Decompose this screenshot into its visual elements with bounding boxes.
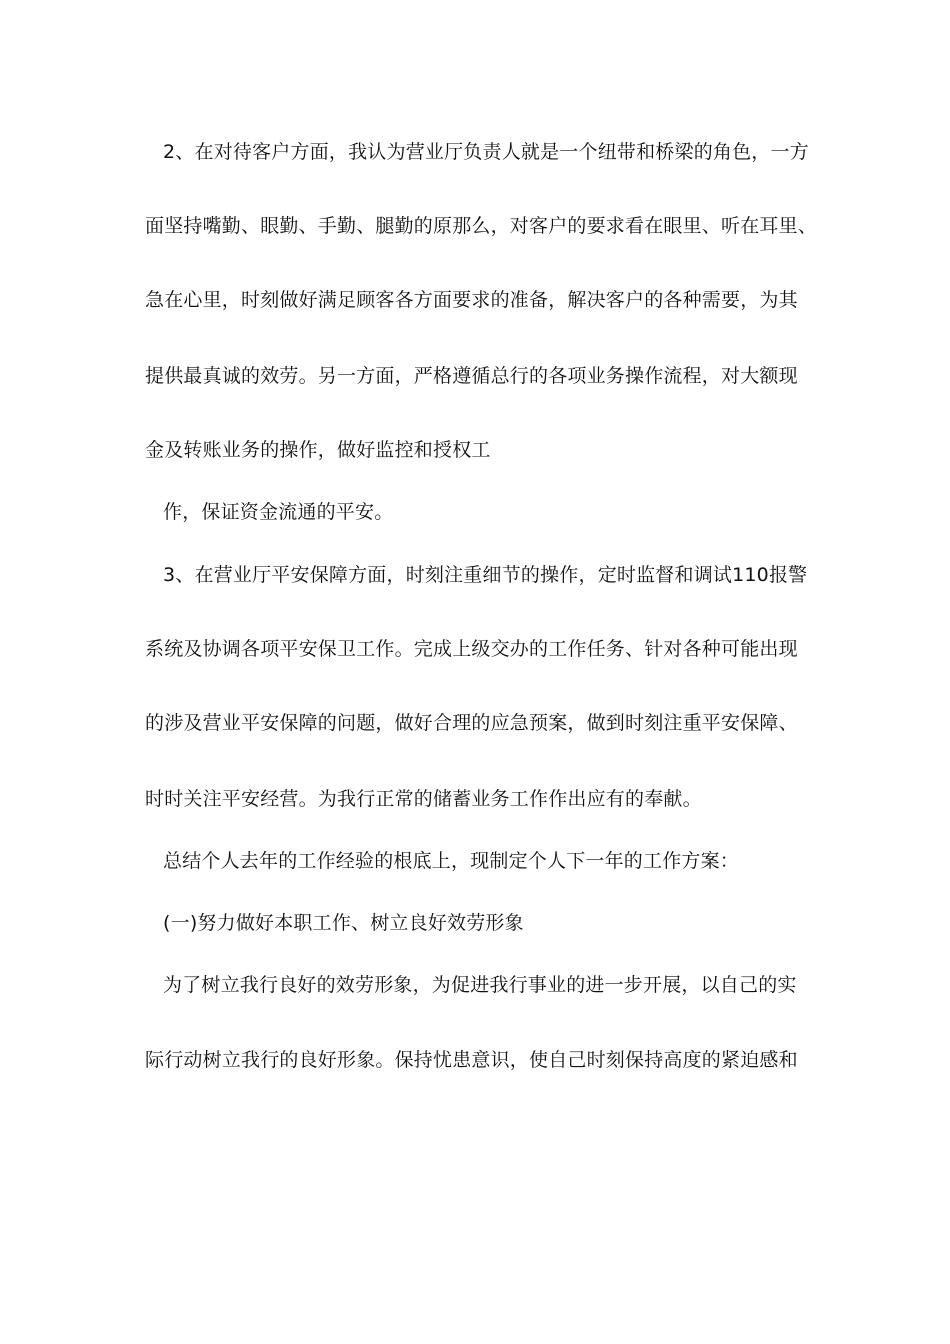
- paragraph-line-5: 金及转账业务的操作，做好监控和授权工: [145, 439, 491, 461]
- paragraph-line-3: 急在心里，时刻做好满足顾客各方面要求的准备，解决客户的各种需要，为其: [145, 289, 798, 311]
- paragraph-line-11: 总结个人去年的工作经验的根底上，现制定个人下一年的工作方案：: [163, 850, 740, 872]
- paragraph-line-6: 作，保证资金流通的平安。: [163, 501, 394, 523]
- paragraph-line-4: 提供最真诚的效劳。另一方面，严格遵循总行的各项业务操作流程，对大额现: [145, 365, 798, 387]
- paragraph-line-1: 2、在对待客户方面，我认为营业厅负责人就是一个纽带和桥梁的角色，一方: [163, 141, 809, 163]
- paragraph-line-2: 面坚持嘴勤、眼勤、手勤、腿勤的原那么，对客户的要求看在眼里、听在耳里、: [145, 215, 818, 237]
- paragraph-line-10: 时时关注平安经营。为我行正常的储蓄业务工作作出应有的奉献。: [145, 788, 702, 810]
- paragraph-line-8: 系统及协调各项平安保卫工作。完成上级交办的工作任务、针对各种可能出现: [145, 638, 798, 660]
- section-heading: (一)努力做好本职工作、树立良好效劳形象: [163, 912, 524, 934]
- paragraph-line-9: 的涉及营业平安保障的问题，做好合理的应急预案，做到时刻注重平安保障、: [145, 712, 798, 734]
- paragraph-line-14: 际行动树立我行的良好形象。保持忧患意识，使自己时刻保持高度的紧迫感和: [145, 1049, 798, 1071]
- paragraph-line-13: 为了树立我行良好的效劳形象，为促进我行事业的进一步开展，以自己的实: [163, 974, 797, 996]
- paragraph-line-7: 3、在营业厅平安保障方面，时刻注重细节的操作，定时监督和调试110报警: [163, 564, 808, 586]
